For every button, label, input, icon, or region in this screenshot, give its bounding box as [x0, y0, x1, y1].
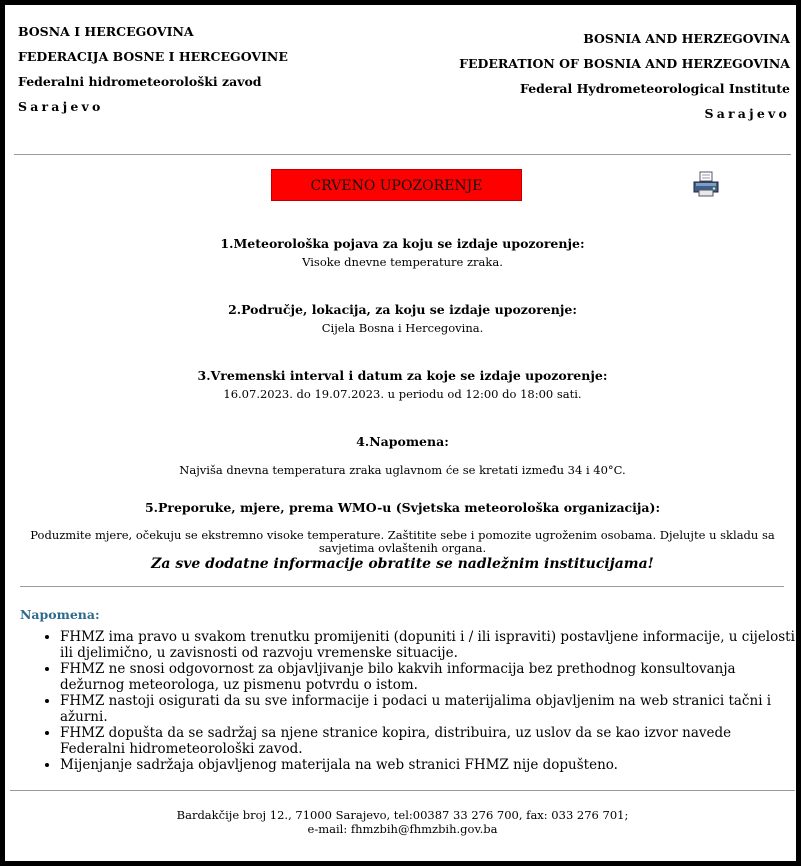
federation-name-en: FEDERATION OF BOSNIA AND HERZEGOVINA	[459, 56, 790, 71]
notes-title: Napomena:	[20, 607, 100, 622]
city-name-en: Sarajevo	[704, 106, 790, 121]
footer-email[interactable]: e-mail: fhmzbih@fhmzbih.gov.ba	[307, 822, 498, 836]
section-title: 2.Područje, lokacija, za koju se izdaje upozorenje:	[228, 302, 577, 317]
header-left	[18, 24, 288, 124]
list-item: • Mijenjanje sadržaja objavljenog materijala na web stranici FHMZ nije dopušteno.	[60, 757, 795, 773]
section-phenomenon	[10, 236, 795, 269]
institute-name-en: Federal Hydrometeorological Institute	[520, 81, 790, 96]
institute-name: Federalni hidrometeorološki zavod	[18, 74, 262, 89]
section-note	[10, 434, 795, 477]
section-text: Poduzmite mjere, očekuju se ekstremno visoke temperature. Zaštitite sebe i pomozite ugroženim osobama. Djelujte u skladu sa savjetima ovlaštenih organa.	[30, 528, 775, 555]
printer-icon[interactable]	[692, 171, 720, 197]
country-name: BOSNA I HERCEGOVINA	[18, 24, 194, 39]
list-item: • FHMZ nastoji osigurati da su sve informacije i podaci u materijalima objavljenim na web stranici tačni i ažurni.	[60, 693, 795, 725]
list-item: • FHMZ dopušta da se sadržaj sa njene stranice kopira, distribuira, uz uslov da se kao izvor navede Federalni hidrometeorološki zavod.	[60, 725, 795, 757]
section-area	[10, 302, 795, 335]
header-right	[459, 31, 790, 131]
section-interval	[10, 368, 795, 401]
section-title: 1.Meteorološka pojava za koju se izdaje upozorenje:	[220, 236, 585, 251]
alert-level-badge: CRVENO UPOZORENJE	[271, 169, 522, 201]
federation-name: FEDERACIJA BOSNE I HERCEGOVINE	[18, 49, 288, 64]
footer-divider	[10, 790, 795, 791]
header-divider	[14, 154, 791, 155]
section-title: 5.Preporuke, mjere, prema WMO-u (Svjetska meteorološka organizacija):	[144, 500, 661, 515]
closing-statement: Za sve dodatne informacije obratite se nadležnim institucijama!	[151, 556, 654, 572]
section-divider	[20, 586, 784, 587]
section-text: 16.07.2023. do 19.07.2023. u periodu od 12:00 do 18:00 sati.	[223, 387, 582, 401]
footer	[10, 808, 795, 836]
notes-list	[30, 629, 795, 773]
section-title: 3.Vremenski interval i datum za koje se izdaje upozorenje:	[197, 368, 608, 383]
list-item: • FHMZ ima pravo u svakom trenutku promijeniti (dopuniti i / ili ispraviti) postavljene informacije, u cijelosti ili djelimično, u zavisnosti od razvoju vremenske situacije.	[60, 629, 795, 661]
section-title: 4.Napomena:	[356, 434, 449, 449]
footer-address: Bardakčije broj 12., 71000 Sarajevo, tel:00387 33 276 700, fax: 033 276 701;	[176, 808, 629, 822]
section-text: Visoke dnevne temperature zraka.	[302, 255, 503, 269]
country-name-en: BOSNIA AND HERZEGOVINA	[583, 31, 790, 46]
section-text: Najviša dnevna temperatura zraka uglavnom će se kretati između 34 i 40°C.	[179, 463, 626, 477]
city-name: Sarajevo	[18, 99, 104, 114]
section-text: Cijela Bosna i Hercegovina.	[321, 321, 484, 335]
section-recommendations	[10, 500, 795, 572]
list-item: • FHMZ ne snosi odgovornost za objavljivanje bilo kakvih informacija bez prethodnog konsultovanja dežurnog meteorologa, uz pismenu potvrdu o istom.	[60, 661, 795, 693]
